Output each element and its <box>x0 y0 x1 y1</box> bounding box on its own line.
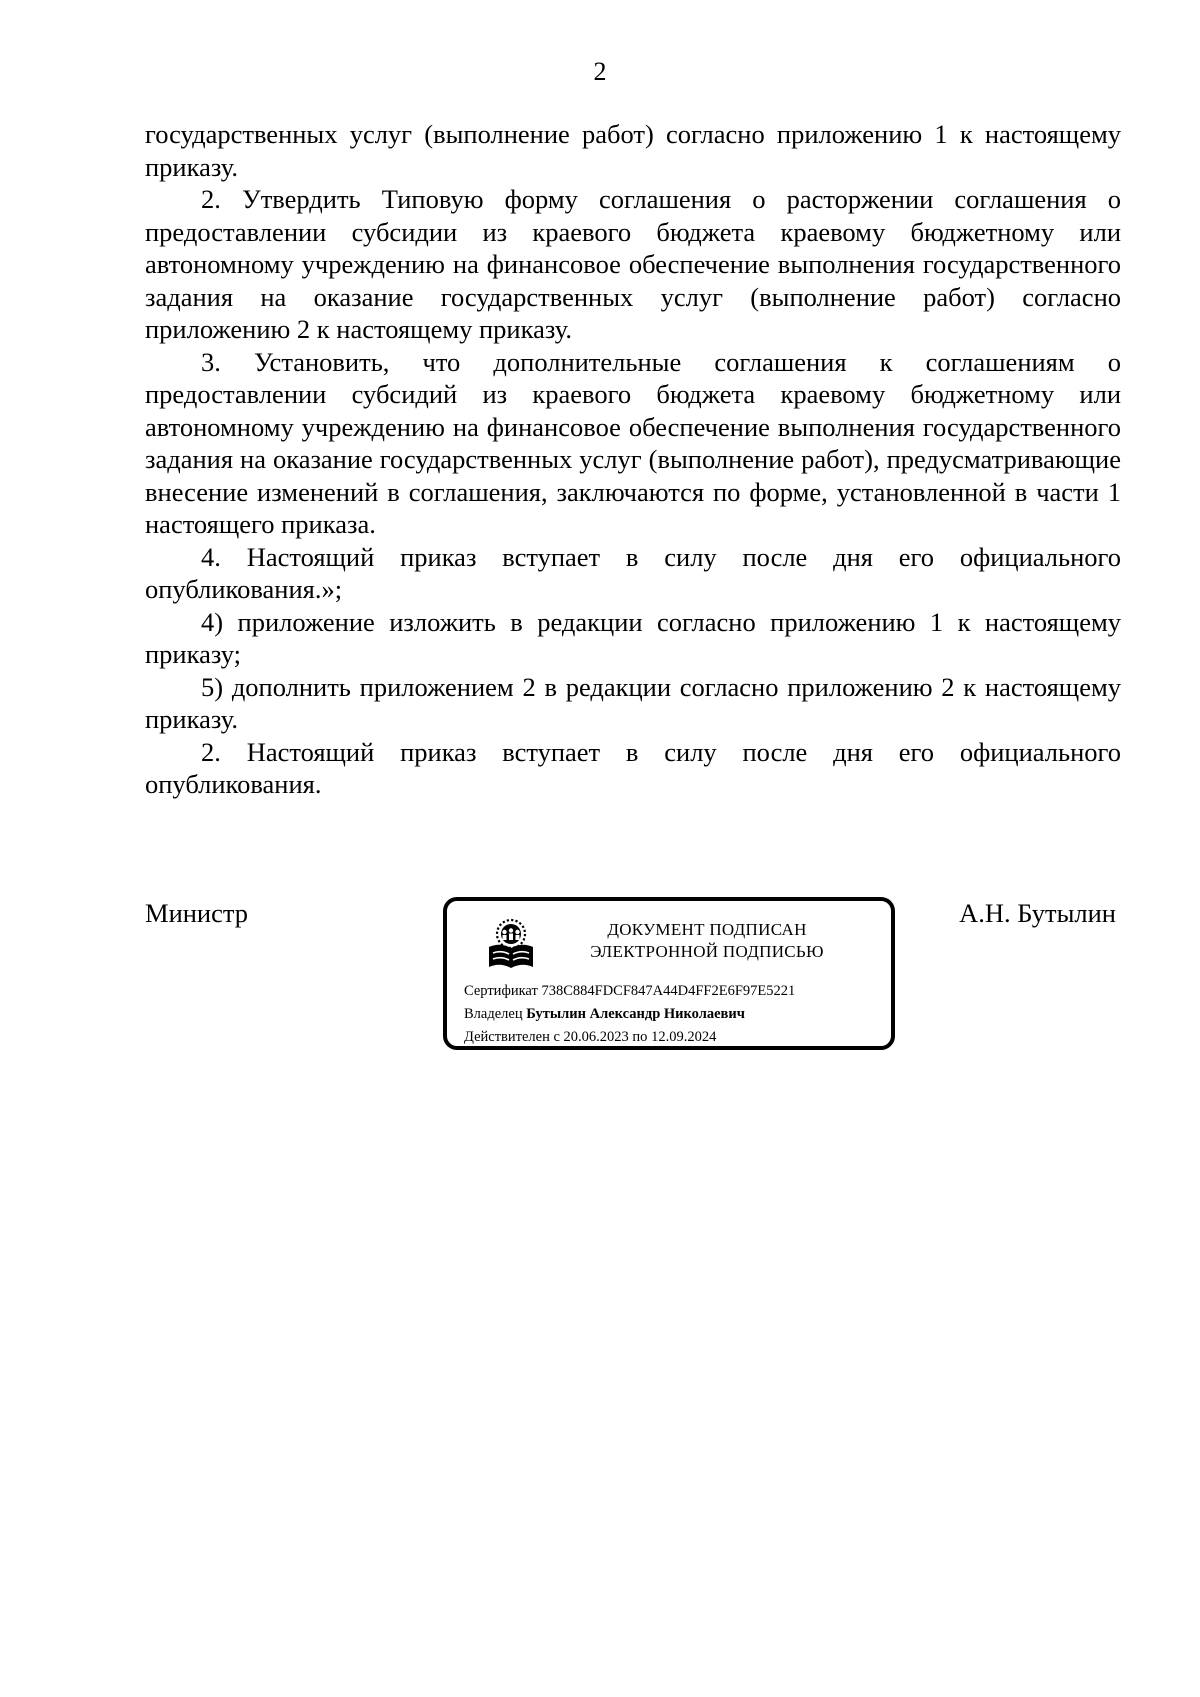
paragraph-subitem-5: 5) дополнить приложением 2 в редакции согласно приложению 2 к настоящему приказу. <box>145 671 1121 734</box>
regional-emblem-icon <box>485 917 537 973</box>
paragraph-item-4: 4. Настоящий приказ вступает в силу после дня его официального опубликования.»; <box>145 541 1121 604</box>
validity-to-date: 12.09.2024 <box>651 1029 717 1045</box>
stamp-title <box>557 919 857 963</box>
document-body <box>145 118 1121 801</box>
validity-from-date: 20.06.2023 <box>563 1029 629 1045</box>
certificate-line <box>464 980 795 1003</box>
validity-label: Действителен <box>464 1029 550 1045</box>
owner-line <box>464 1003 795 1026</box>
paragraph-continuation: государственных услуг (выполнение работ) согласно приложению 1 к настоящему приказу. <box>145 119 1121 182</box>
paragraph-final: 2. Настоящий приказ вступает в силу после дня его официального опубликования. <box>145 736 1121 799</box>
signatory-name: А.Н. Бутылин <box>959 898 1116 928</box>
validity-from-word: с <box>553 1029 560 1045</box>
page-number: 2 <box>593 57 607 86</box>
signatory-position: Министр <box>145 898 249 928</box>
stamp-details <box>464 980 795 1049</box>
paragraph-subitem-4: 4) приложение изложить в редакции согласно приложению 1 к настоящему приказу; <box>145 606 1121 669</box>
stamp-title-line-1: ДОКУМЕНТ ПОДПИСАН <box>607 920 807 939</box>
validity-line <box>464 1026 795 1049</box>
certificate-value: 738C884FDCF847A44D4FF2E6F97E5221 <box>541 983 796 999</box>
stamp-title-line-2: ЭЛЕКТРОННОЙ ПОДПИСЬЮ <box>590 942 824 961</box>
owner-label: Владелец <box>464 1006 523 1022</box>
electronic-signature-stamp <box>443 897 895 1050</box>
validity-to-word: по <box>632 1029 648 1045</box>
paragraph-item-2: 2. Утвердить Типовую форму соглашения о расторжении соглашения о предоставлении субсидии из краевого бюджета краевому бюджетному или автономному учреждению на финансовое обеспечение выполнения государственного задания на оказание государственных услуг (выполнение работ) согласно приложению 2 к настоящему приказу. <box>145 184 1121 344</box>
paragraph-item-3: 3. Установить, что дополнительные соглашения к соглашениям о предоставлении субсидий из краевого бюджета краевому бюджетному или автономному учреждению на финансовое обеспечение выполнения государственного задания на оказание государственных услуг (выполнение работ), предусматривающие внесение изменений в соглашения, заключаются по форме, установленной в части 1 настоящего приказа. <box>145 346 1121 539</box>
owner-value: Бутылин Александр Николаевич <box>526 1006 745 1022</box>
certificate-label: Сертификат <box>464 983 538 999</box>
